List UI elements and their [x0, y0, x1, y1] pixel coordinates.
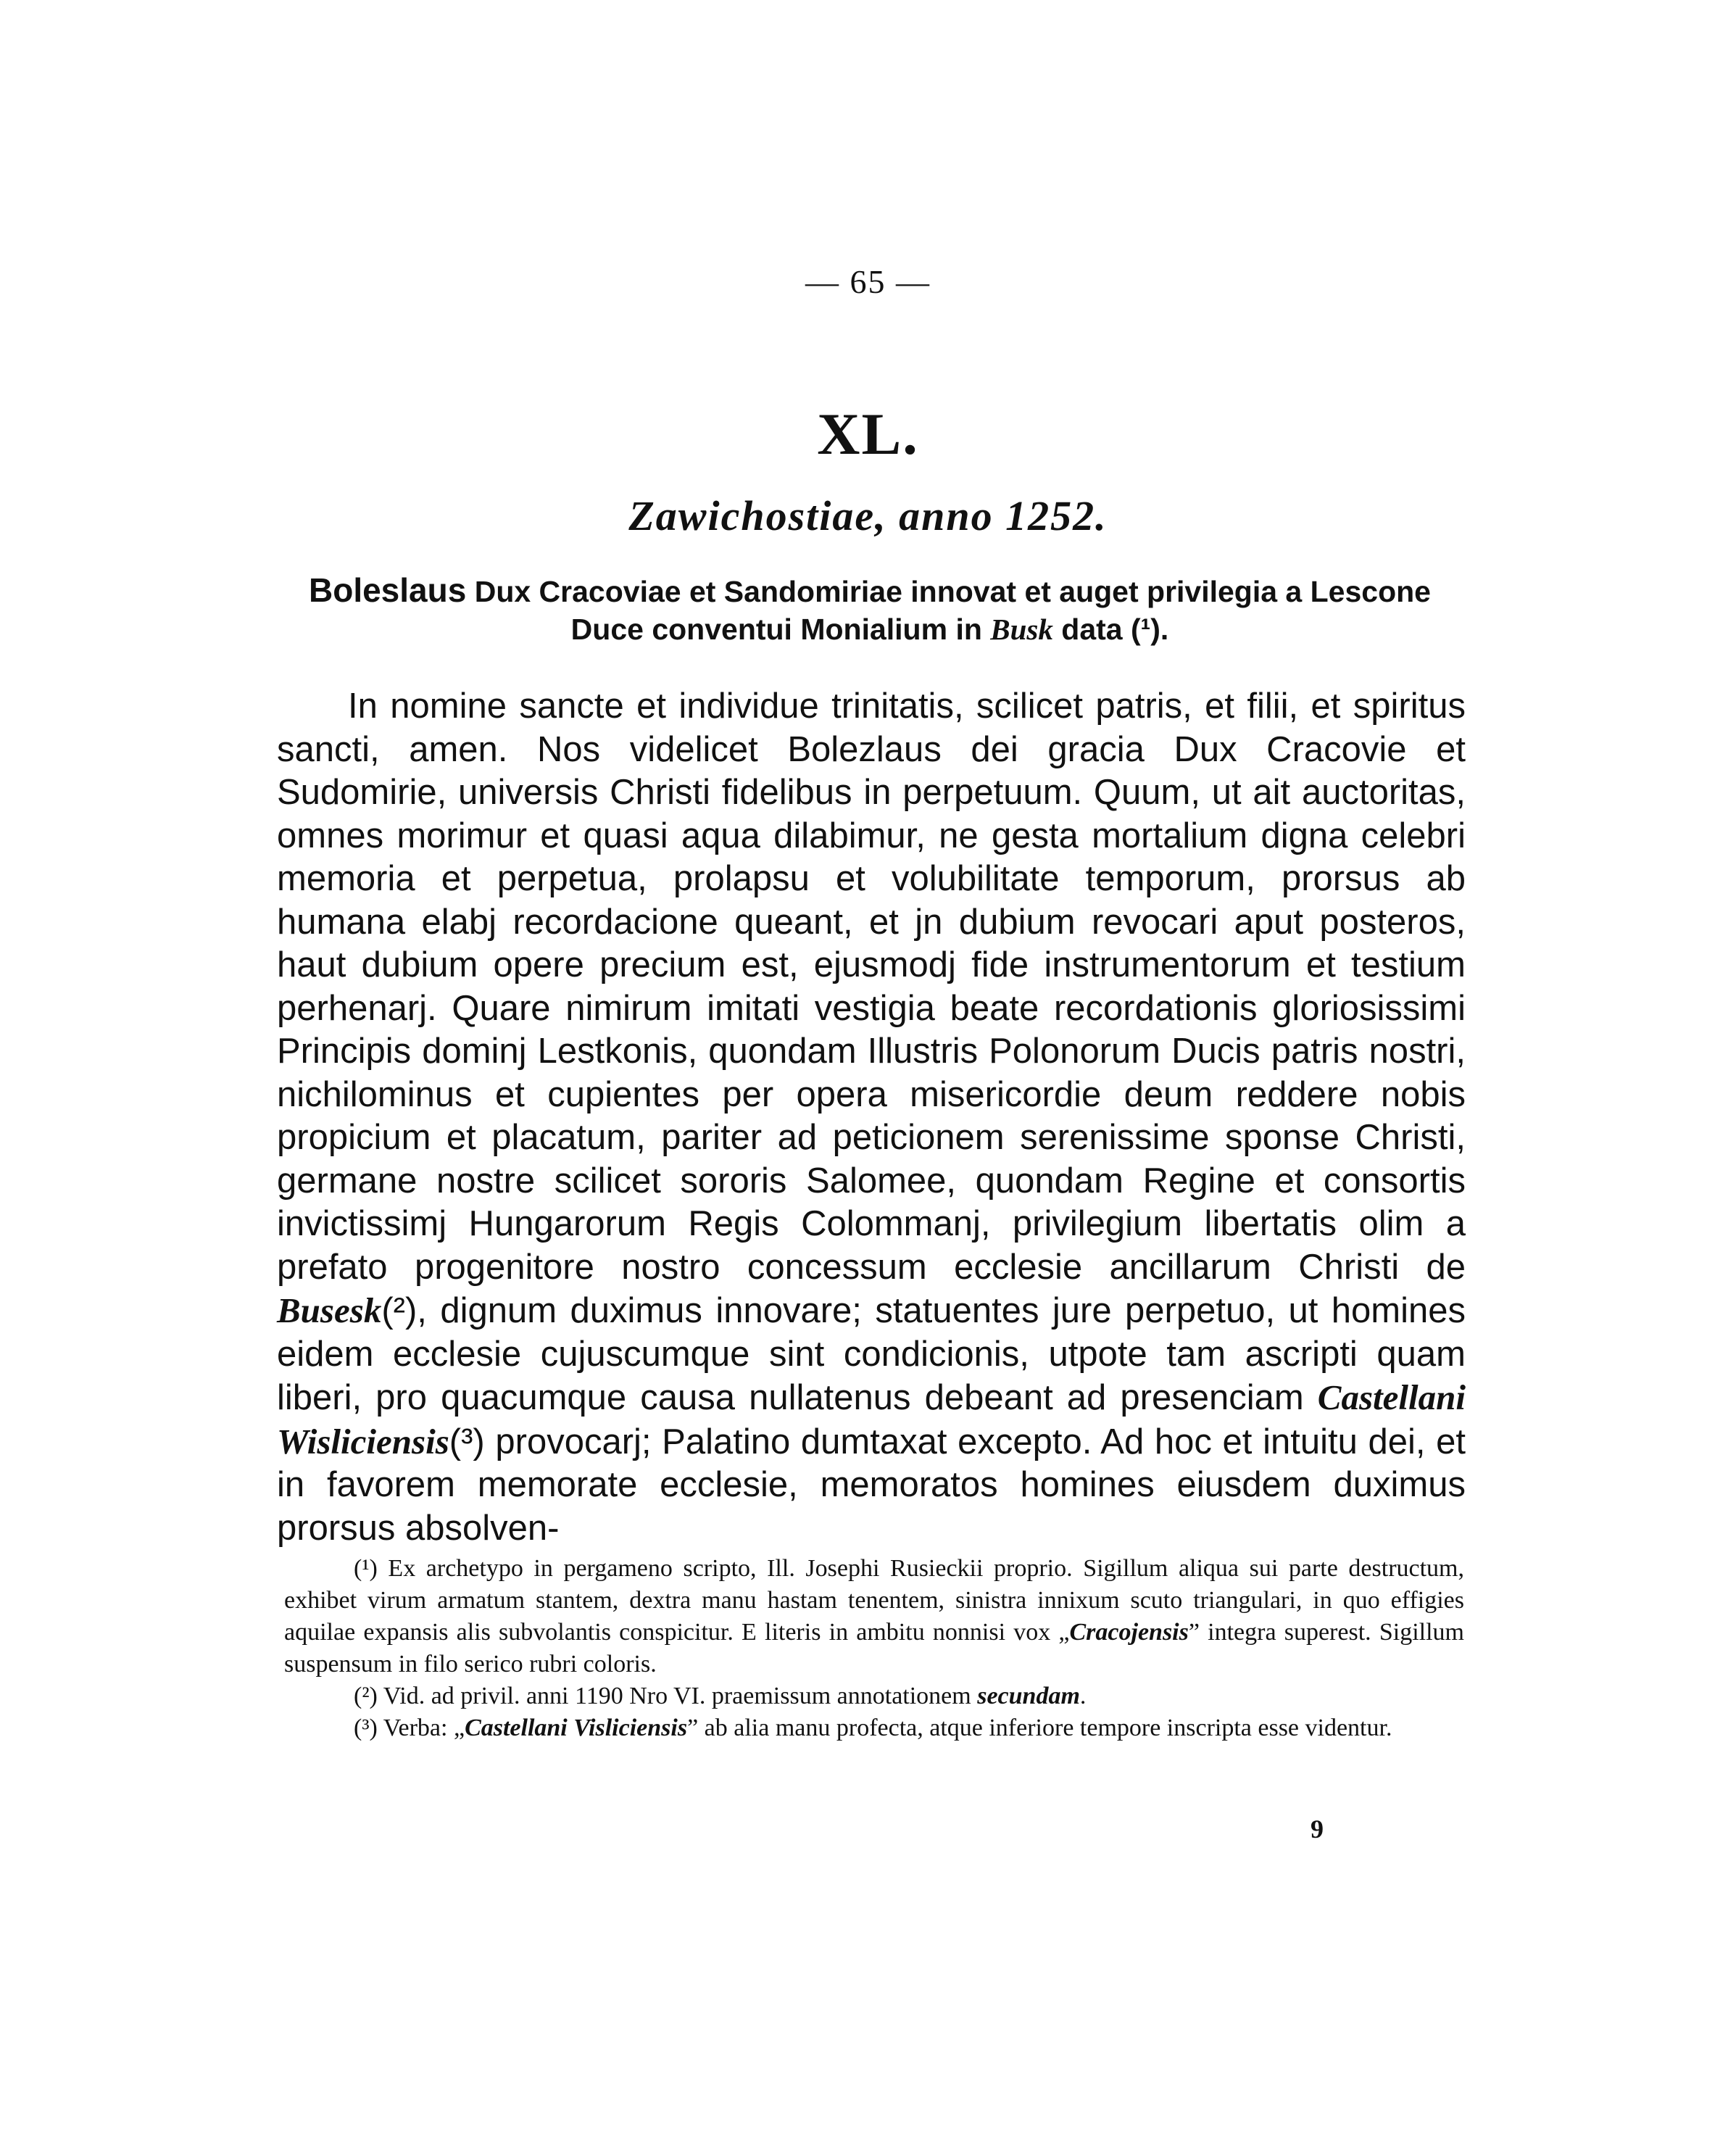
charter-text-part-1: In nomine sancte et individue trinitatis, scilicet patris, et filii, et spiritus sancti, amen. Nos videlicet Bolezlaus dei gracia Dux Cracovie et Sudomirie, universis Christi fidelibus in perpetuum. Quum, ut ait auctoritas, omnes morimur et quasi aqua dilabimur, ne gesta mortalium digna celebri memoria et perpetua, prolapsu et volubilitate temporum, prorsus ab humana elabj recordacione queant, et jn dubium revocari aput posteros, haut dubium opere precium est, ejusmodj fide instrumentorum et testium perhenarj. Quare nimirum imitati vestigia beate recordationis gloriosissimi Principis dominj Lestkonis, quondam Illustris Polonorum Ducis patris nostri, nichilominus et cupientes per opera misericordie deum reddere nobis propicium et placatum, pariter ad peticionem serenissime sponse Christi, germane nostre scilicet sororis Salomee, quondam Regine et consortis invictissimj Hungarorum Regis Colommanj, privilegium libertatis olim a prefato progenitore nostro concessum ecclesie ancillarum Christi de	[277, 687, 1466, 1287]
footnote-3-italic: Castellani Visliciensis	[465, 1714, 688, 1741]
regest-name: Boleslaus	[309, 571, 467, 609]
charter-text	[277, 685, 1466, 1550]
footnote-3-text-end: ” ab alia manu profecta, atque inferiore tempore inscripta esse videntur.	[687, 1714, 1392, 1741]
page-number: — 65 —	[805, 263, 931, 300]
regest-text-2: data (¹).	[1052, 613, 1169, 646]
footnote-1-italic: Cracojensis	[1069, 1619, 1189, 1646]
footnote-2-text: Vid. ad privil. anni 1190 Nro VI. praemissum annotationem	[377, 1683, 978, 1709]
footnote-2-text-end: .	[1079, 1683, 1087, 1709]
place-date-heading: Zawichostiae, anno 1252.	[628, 492, 1108, 539]
charter-text-part-3: provocarj; Palatino dumtaxat excepto. Ad hoc et intuitu dei, et in favorem memorate ecclesie, memoratos homines eiusdem duximus prorsus absolven-	[277, 1422, 1466, 1548]
charter-paragraph	[277, 685, 1466, 1550]
footnote-1-text-end: ” integra superest. Sigillum suspensum in filo serico rubri coloris.	[284, 1619, 1464, 1678]
regest-place: Busk	[990, 613, 1053, 646]
footnote-ref-3: (³)	[449, 1422, 485, 1461]
regest-text-1: Dux Cracoviae et Sandomiriae innovat et auget privilegia a Lescone Duce conventui Monialium in	[466, 575, 1431, 646]
printer-signature: 9	[1311, 1815, 1324, 1844]
footnote-3-text: Verba: „	[377, 1714, 465, 1741]
footnote-2-mark: (²)	[354, 1683, 378, 1709]
footnotes	[284, 1553, 1464, 1744]
footnote-1-text: Ex archetypo in pergameno scripto, Ill. Josephi Rusieckii proprio. Sigillum aliqua sui parte destructum, exhibet virum armatum stantem, dextra manu hastam tenentem, sinistra innixum scuto triangulari, in quo effigies aquilae expansis alis subvolantis conspicitur. E literis in ambitu nonnisi vox „	[284, 1555, 1464, 1646]
footnote-ref-2: (²)	[381, 1291, 418, 1330]
regest	[290, 571, 1450, 648]
footnote-3	[284, 1712, 1464, 1744]
castellani-wisliciensis: Castellani Wisliciensis	[277, 1377, 1466, 1461]
footnote-1-mark: (¹)	[354, 1555, 378, 1582]
charter-text-part-2: , dignum duximus innovare; statuentes jure perpetuo, ut homines eidem ecclesie cujuscumque sint condicionis, utpote tam ascripti quam liberi, pro quacumque causa nullatenus debeant ad presenciam	[277, 1291, 1466, 1417]
place-busesk: Busesk	[277, 1290, 382, 1330]
footnote-3-mark: (³)	[354, 1714, 378, 1741]
footnote-2	[284, 1680, 1464, 1712]
footnote-1	[284, 1553, 1464, 1680]
footnote-2-italic: secundam	[977, 1683, 1080, 1709]
document-number: XL.	[817, 401, 919, 467]
